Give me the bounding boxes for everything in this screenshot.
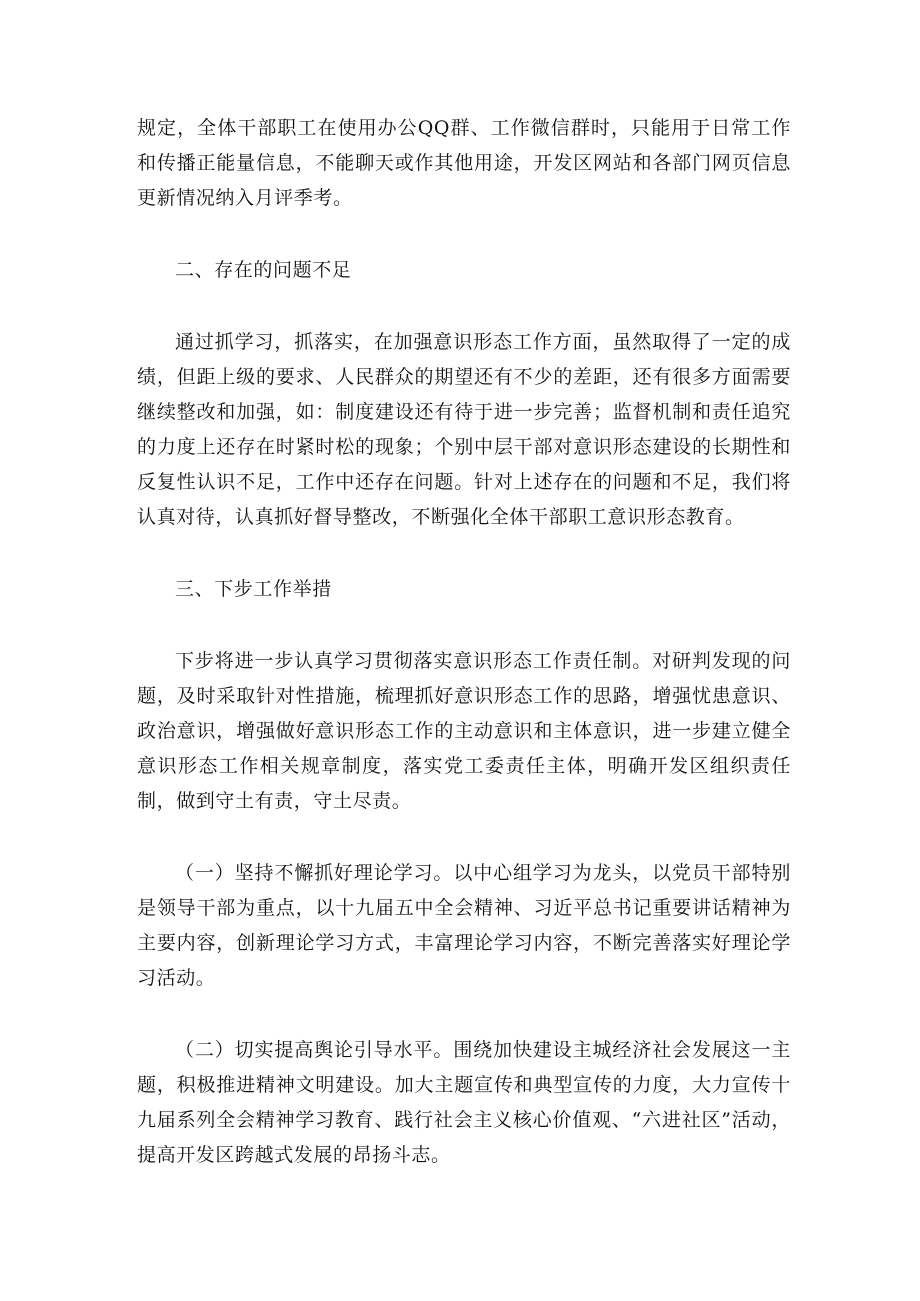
paragraph-continuation: 规定，全体干部职工在使用办公QQ群、工作微信群时，只能用于日常工作和传播正能量信息，不能聊天或作其他用途，开发区网站和各部门网页信息更新情况纳入月评季考。 <box>137 117 791 209</box>
paragraph-public-opinion: （二）切实提高舆论引导水平。围绕加快建设主城经济社会发展这一主题，积极推进精神文明建设。加大主题宣传和典型宣传的力度，大力宣传十九届系列全会精神学习教育、践行社会主义核心价值观、“六进社区”活动，提高开发区跨越式发展的昂扬斗志。 <box>137 1039 791 1166</box>
paragraph-theory-study: （一）坚持不懈抓好理论学习。以中心组学习为龙头，以党员干部特别是领导干部为重点，以十九届五中全会精神、习近平总书记重要讲话精神为主要内容，创新理论学习方式，丰富理论学习内容，不断完善落实好理论学习活动。 <box>137 862 791 989</box>
section-heading-problems: 二、存在的问题不足 <box>175 259 352 281</box>
paragraph-problems: 通过抓学习，抓落实，在加强意识形态工作方面，虽然取得了一定的成绩，但距上级的要求、人民群众的期望还有不少的差距，还有很多方面需要继续整改和加强，如：制度建设还有待于进一步完善；监督机制和责任追究的力度上还存在时紧时松的现象；个别中层干部对意识形态建设的长期性和反复性认识不足，工作中还存在问题。针对上述存在的问题和不足，我们将认真对待，认真抓好督导整改，不断强化全体干部职工意识形态教育。 <box>137 331 791 528</box>
document-body <box>137 111 791 1173</box>
paragraph-next-steps: 下步将进一步认真学习贯彻落实意识形态工作责任制。对研判发现的问题，及时采取针对性措施，梳理抓好意识形态工作的思路，增强忧患意识、政治意识，增强做好意识形态工作的主动意识和主体意识，进一步建立健全意识形态工作相关规章制度，落实党工委责任主体，明确开发区组织责任制，做到守土有责，守土尽责。 <box>137 650 791 812</box>
section-heading-next-steps: 三、下步工作举措 <box>175 578 332 600</box>
